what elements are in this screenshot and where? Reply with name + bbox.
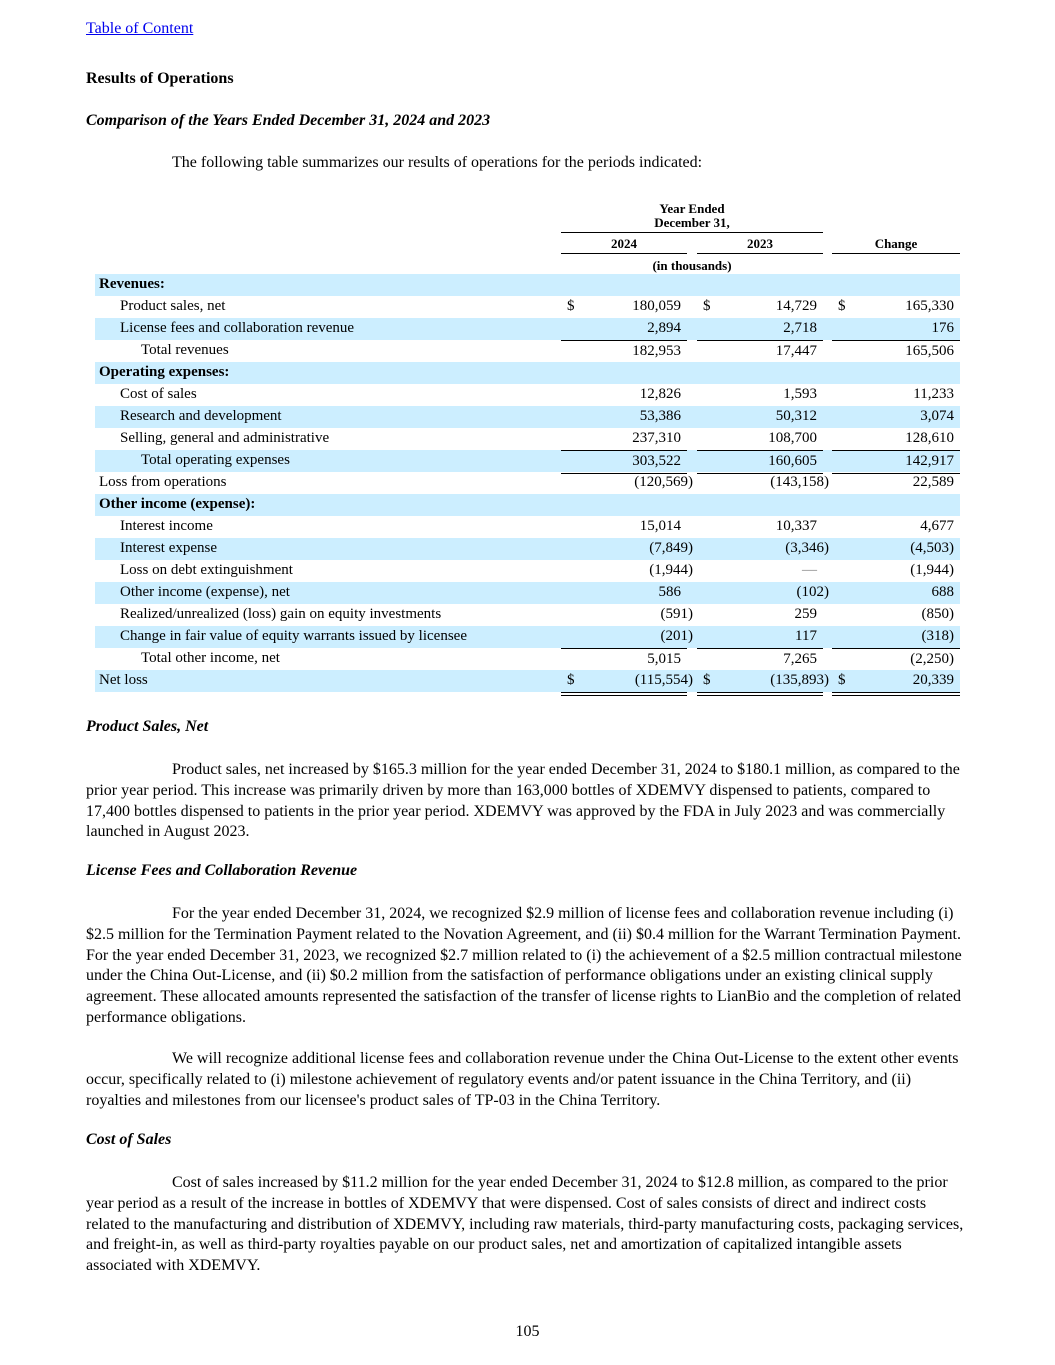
cell-change — [832, 604, 960, 626]
row-label: Revenues: — [99, 276, 165, 292]
cell-change — [832, 648, 960, 672]
cell-value: 50,312 — [775, 408, 817, 424]
cell-value: 4,677 — [920, 518, 954, 534]
header-rule-change — [832, 253, 960, 254]
cell-value: 14,729 — [775, 298, 817, 314]
dollar-sign: $ — [703, 298, 711, 314]
cell-value: 237,310 — [632, 430, 681, 446]
cell-v2023 — [697, 296, 823, 318]
cell-v2023 — [697, 560, 823, 582]
cell-value: 180,059 — [632, 298, 681, 314]
cost-of-sales-text: Cost of sales increased by $11.2 million for the year ended December 31, 2024 to $12.8 million, as compared to the prior year period as a result of the increase in bottles of XDEMVY that were dispensed. Cost of sales consists of direct and indirect costs related to the manufacturing and distribution of XDEMVY, including raw materials, third-party manufacturing costs, packaging services, and freight-in, as well as third-party royalties payable on our product sales, net and amortization of capitalized intangible assets associated with XDEMVY. — [86, 1174, 964, 1275]
cell-change — [832, 472, 960, 494]
table-row — [95, 626, 960, 648]
cell-change — [832, 406, 960, 428]
table-row — [95, 582, 960, 604]
section-title: Results of Operations — [86, 70, 234, 87]
cell-change — [832, 582, 960, 604]
cell-value: 142,917 — [905, 453, 954, 469]
cell-value: 2,718 — [783, 320, 817, 336]
row-label: Research and development — [120, 408, 282, 424]
table-row — [95, 604, 960, 626]
license-fees-text-2: We will recognize additional license fees and collaboration revenue under the China Out-License to the extent other events occur, specifically related to (i) milestone achievement of regulatory events and/or patent issuance in the China Territory, and (ii) royalties and milestones from our licensee's product sales of TP-03 in the China Territory. — [86, 1050, 959, 1109]
row-label: Interest expense — [120, 540, 218, 556]
cell-v2024 — [561, 538, 693, 560]
cell-v2024 — [561, 318, 687, 341]
section-subtitle: Comparison of the Years Ended December 31, 2024 and 2023 — [86, 112, 491, 129]
cell-value: 108,700 — [768, 430, 817, 446]
cell-v2023 — [697, 648, 823, 672]
cell-change — [832, 626, 960, 649]
intro-paragraph — [86, 153, 970, 174]
cell-v2023 — [697, 538, 829, 560]
header-units: (in thousands) — [652, 258, 732, 273]
cell-v2024 — [561, 472, 693, 494]
cell-change — [832, 318, 960, 341]
cell-value: 128,610 — [905, 430, 954, 446]
license-fees-paragraph-2 — [86, 1049, 970, 1111]
cell-value: 1,593 — [783, 386, 817, 402]
table-row — [95, 472, 960, 494]
cell-value: 53,386 — [639, 408, 681, 424]
license-fees-paragraph-1 — [86, 904, 970, 1029]
cell-value: (1,944) — [649, 562, 693, 578]
header-rule-2024 — [561, 253, 687, 254]
table-header-period — [561, 202, 823, 230]
cell-v2024 — [561, 450, 687, 474]
cell-v2024 — [561, 626, 693, 649]
cell-v2024 — [561, 384, 687, 406]
header-col-2024: 2024 — [611, 236, 637, 251]
cell-v2024 — [561, 340, 687, 364]
row-label: Loss from operations — [99, 474, 227, 490]
cell-value: (1,944) — [910, 562, 954, 578]
cell-value: 165,330 — [905, 298, 954, 314]
row-label: Change in fair value of equity warrants issued by licensee — [120, 628, 467, 644]
table-row — [95, 318, 960, 340]
row-label: Other income (expense): — [99, 496, 256, 512]
dollar-sign: $ — [567, 298, 575, 314]
cell-value: 165,506 — [905, 343, 954, 359]
row-label: License fees and collaboration revenue — [120, 320, 355, 336]
cell-value: 5,015 — [647, 651, 681, 667]
cell-value: 182,953 — [632, 343, 681, 359]
cell-v2023 — [697, 582, 829, 604]
header-rule-2023 — [697, 253, 823, 254]
cell-value: (4,503) — [910, 540, 954, 556]
cell-change — [832, 450, 960, 474]
cell-v2023 — [697, 428, 823, 451]
row-label: Other income (expense), net — [120, 584, 290, 600]
header-col-2023: 2023 — [747, 236, 773, 251]
table-row — [95, 428, 960, 450]
cell-v2024 — [561, 428, 687, 451]
row-label: Selling, general and administrative — [120, 430, 330, 446]
table-row — [95, 648, 960, 670]
cell-v2023 — [697, 604, 823, 626]
cell-v2023 — [697, 472, 829, 494]
cell-value: (318) — [921, 628, 954, 644]
cell-value: 20,339 — [912, 672, 954, 688]
dollar-sign: $ — [838, 672, 846, 688]
table-row — [95, 296, 960, 318]
cost-of-sales-paragraph — [86, 1173, 970, 1277]
cell-value: (850) — [921, 606, 954, 622]
table-section-row — [95, 274, 960, 296]
table-section-row — [95, 362, 960, 384]
product-sales-text: Product sales, net increased by $165.3 million for the year ended December 31, 2024 to $180.1 million, as compared to the prior year period. This increase was primarily driven by more than 163,000 bottles of XDEMVY dispensed to patients, compared to 17,400 bottles dispensed to patients in the prior year period. XDEMVY was approved by the FDA in July 2023 and was commercially launched in August 2023. — [86, 761, 960, 841]
cell-value: (591) — [660, 606, 693, 622]
cell-value: 117 — [795, 628, 817, 644]
header-year-ended: Year Ended — [659, 201, 725, 216]
row-label: Total operating expenses — [141, 452, 290, 468]
cell-v2023 — [697, 670, 829, 696]
row-label: Total other income, net — [141, 650, 280, 666]
cell-value: (115,554) — [634, 672, 693, 688]
cell-value: (3,346) — [785, 540, 829, 556]
cell-value: 15,014 — [639, 518, 681, 534]
row-label: Net loss — [99, 672, 148, 688]
license-fees-heading: License Fees and Collaboration Revenue — [86, 862, 358, 879]
cell-v2023 — [697, 406, 823, 428]
row-label: Product sales, net — [120, 298, 226, 314]
cell-value: (143,158) — [770, 474, 829, 490]
cell-value: (135,893) — [770, 672, 829, 688]
license-fees-text-1: For the year ended December 31, 2024, we recognized $2.9 million of license fees and collaboration revenue including (i) $2.5 million for the Termination Payment related to the Novation Agreement, and (ii) $0.4 million for the Warrant Termination Payment. For the year ended December 31, 2023, we recognized $2.7 million related to (i) the achievement of a $2.5 million contractual milestone under the China Out-License, and (ii) $0.2 million from the satisfaction of performance obligations under an existing clinical supply agreement. These allocated amounts represented the satisfaction of the transfer of license rights to LianBio and the completion of related performance obligations. — [86, 905, 962, 1026]
cell-value: 586 — [658, 584, 681, 600]
cell-value: 176 — [931, 320, 954, 336]
table-row — [95, 560, 960, 582]
table-of-content-link[interactable]: Table of Content — [86, 20, 194, 37]
header-rule — [561, 232, 823, 233]
header-col-change: Change — [874, 236, 918, 251]
cell-value: — — [802, 562, 817, 578]
cell-value: (120,569) — [634, 474, 693, 490]
cell-value: 3,074 — [920, 408, 954, 424]
row-label: Realized/unrealized (loss) gain on equity investments — [120, 606, 442, 622]
cell-v2024 — [561, 516, 687, 538]
cost-of-sales-heading: Cost of Sales — [86, 1131, 172, 1148]
cell-v2024 — [561, 296, 687, 318]
header-period: December 31, — [654, 215, 730, 230]
row-label: Total revenues — [141, 342, 229, 358]
row-label: Interest income — [120, 518, 213, 534]
cell-change — [832, 670, 960, 696]
cell-v2024 — [561, 582, 687, 604]
cell-change — [832, 428, 960, 451]
cell-v2024 — [561, 560, 693, 582]
cell-value: 2,894 — [647, 320, 681, 336]
cell-v2024 — [561, 648, 687, 672]
table-row — [95, 340, 960, 362]
cell-value: 11,233 — [913, 386, 954, 402]
table-row — [95, 670, 960, 692]
cell-v2023 — [697, 318, 823, 341]
cell-v2024 — [561, 406, 687, 428]
page-number: 105 — [515, 1323, 540, 1340]
cell-value: (201) — [660, 628, 693, 644]
product-sales-heading: Product Sales, Net — [86, 718, 209, 735]
cell-value: 303,522 — [632, 453, 681, 469]
table-row — [95, 516, 960, 538]
cell-v2023 — [697, 384, 823, 406]
cell-change — [832, 296, 960, 318]
cell-v2023 — [697, 450, 823, 474]
cell-change — [832, 560, 960, 582]
row-label: Loss on debt extinguishment — [120, 562, 293, 578]
cell-value: (102) — [796, 584, 829, 600]
cell-value: 7,265 — [783, 651, 817, 667]
cell-v2023 — [697, 626, 823, 649]
cell-value: (7,849) — [649, 540, 693, 556]
dollar-sign: $ — [703, 672, 711, 688]
cell-v2024 — [561, 604, 693, 626]
table-row — [95, 384, 960, 406]
product-sales-paragraph — [86, 760, 970, 843]
table-section-row — [95, 494, 960, 516]
row-label: Operating expenses: — [99, 364, 230, 380]
cell-v2024 — [561, 670, 693, 696]
cell-value: 259 — [794, 606, 817, 622]
cell-v2023 — [697, 340, 823, 364]
cell-value: 12,826 — [639, 386, 681, 402]
table-row — [95, 450, 960, 472]
cell-value: 10,337 — [775, 518, 817, 534]
dollar-sign: $ — [838, 298, 846, 314]
cell-value: 22,589 — [912, 474, 954, 490]
cell-value: 17,447 — [775, 343, 817, 359]
cell-change — [832, 384, 960, 406]
table-row — [95, 406, 960, 428]
row-label: Cost of sales — [120, 386, 197, 402]
intro-text: The following table summarizes our results of operations for the periods indicated: — [172, 154, 703, 171]
cell-value: 160,605 — [768, 453, 817, 469]
cell-value: 688 — [931, 584, 954, 600]
dollar-sign: $ — [567, 672, 575, 688]
cell-value: (2,250) — [910, 651, 954, 667]
cell-change — [832, 538, 960, 560]
cell-v2023 — [697, 516, 823, 538]
table-row — [95, 538, 960, 560]
cell-change — [832, 516, 960, 538]
table-body — [95, 274, 960, 692]
cell-change — [832, 340, 960, 364]
